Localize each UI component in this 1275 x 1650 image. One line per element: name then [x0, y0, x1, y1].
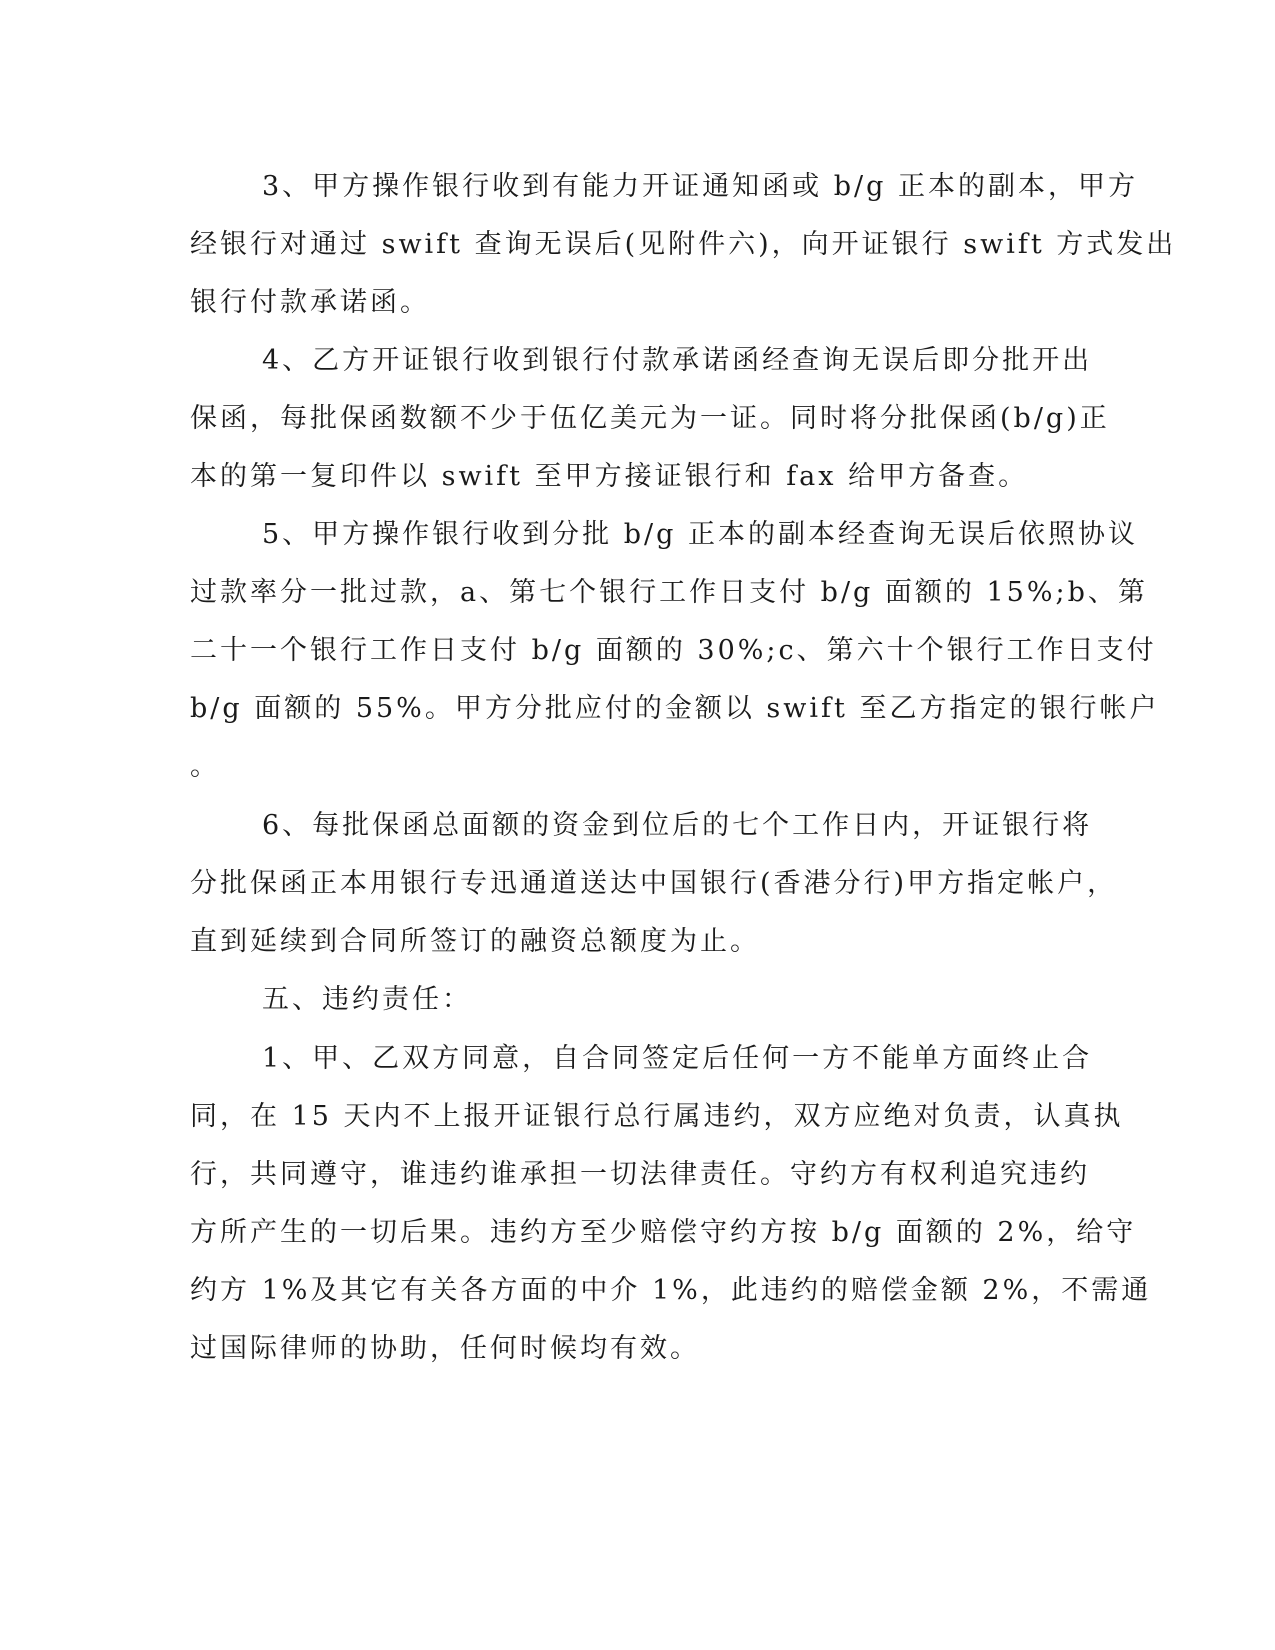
- paragraph-3-line-3: 银行付款承诺函。: [190, 287, 430, 318]
- breach-paragraph-1-line-3: 行，共同遵守，谁违约谁承担一切法律责任。守约方有权利追究违约: [190, 1159, 1090, 1190]
- paragraph-6-line-3: 直到延续到合同所签订的融资总额度为止。: [190, 926, 760, 957]
- breach-paragraph-1-line-5: 约方 1%及其它有关各方面的中介 1%，此违约的赔偿金额 2%，不需通: [190, 1275, 1152, 1306]
- breach-paragraph-1-line-6: 过国际律师的协助，任何时候均有效。: [190, 1333, 700, 1364]
- paragraph-6-line-1: 6、每批保函总面额的资金到位后的七个工作日内，开证银行将: [262, 810, 1093, 841]
- paragraph-3-line-2: 经银行对通过 swift 查询无误后(见附件六)，向开证银行 swift 方式发出: [190, 229, 1177, 260]
- paragraph-5-line-2: 过款率分一批过款，a、第七个银行工作日支付 b/g 面额的 15%;b、第: [190, 577, 1148, 608]
- paragraph-5-line-3: 二十一个银行工作日支付 b/g 面额的 30%;c、第六十个银行工作日支付: [190, 635, 1157, 666]
- breach-paragraph-1-line-4: 方所产生的一切后果。违约方至少赔偿守约方按 b/g 面额的 2%，给守: [190, 1217, 1137, 1248]
- paragraph-4-line-3: 本的第一复印件以 swift 至甲方接证银行和 fax 给甲方备查。: [190, 461, 1029, 492]
- section-heading-breach-liability: 五、违约责任：: [262, 984, 472, 1015]
- paragraph-5-line-5: 。: [190, 751, 220, 782]
- paragraph-3-line-1: 3、甲方操作银行收到有能力开证通知函或 b/g 正本的副本，甲方: [262, 171, 1139, 202]
- breach-paragraph-1-line-2: 同，在 15 天内不上报开证银行总行属违约，双方应绝对负责，认真执: [190, 1101, 1124, 1132]
- paragraph-5-line-4: b/g 面额的 55%。甲方分批应付的金额以 swift 至乙方指定的银行帐户: [190, 693, 1160, 724]
- breach-paragraph-1-line-1: 1、甲、乙双方同意，自合同签定后任何一方不能单方面终止合: [262, 1043, 1093, 1074]
- paragraph-4-line-2: 保函，每批保函数额不少于伍亿美元为一证。同时将分批保函(b/g)正: [190, 403, 1110, 434]
- paragraph-4-line-1: 4、乙方开证银行收到银行付款承诺函经查询无误后即分批开出: [262, 345, 1093, 376]
- paragraph-5-line-1: 5、甲方操作银行收到分批 b/g 正本的副本经查询无误后依照协议: [262, 519, 1139, 550]
- paragraph-6-line-2: 分批保函正本用银行专迅通道送达中国银行(香港分行)甲方指定帐户，: [190, 868, 1118, 899]
